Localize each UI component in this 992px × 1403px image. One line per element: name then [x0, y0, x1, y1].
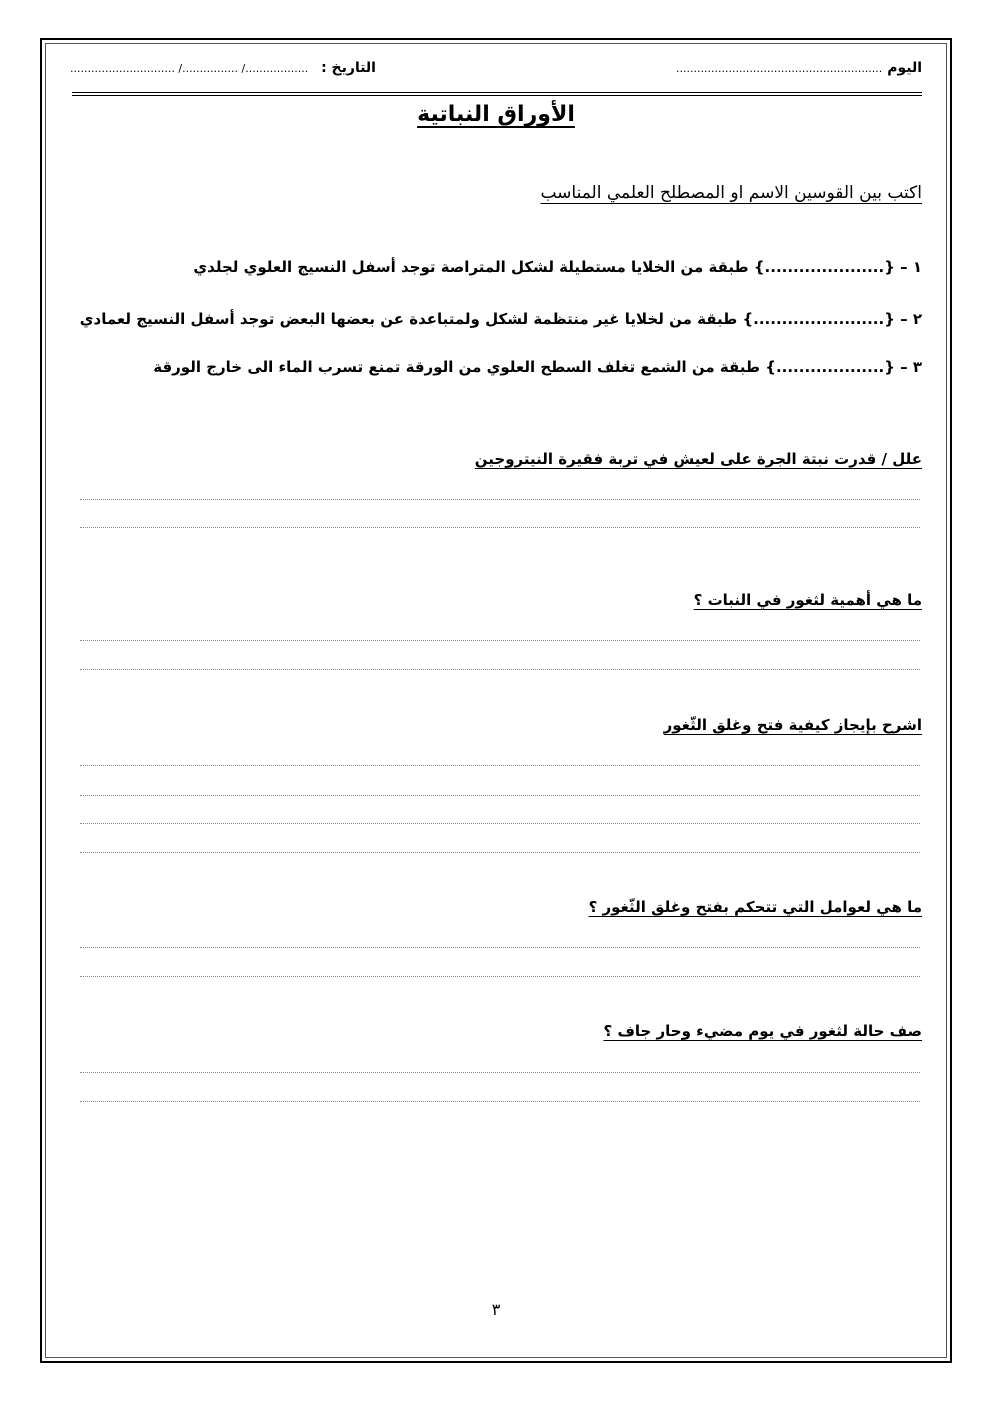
page-border-inner [45, 43, 947, 1358]
answer-line[interactable] [80, 976, 920, 977]
answer-line[interactable] [80, 527, 920, 528]
answer-line[interactable] [80, 947, 920, 948]
answer-line[interactable] [80, 499, 920, 500]
answer-line[interactable] [80, 852, 920, 853]
answer-line[interactable] [80, 795, 920, 796]
instruction-text: اكتب بين القوسين الاسم او المصطلح العلمي المناسب [540, 183, 922, 203]
question-2: ما هي أهمية لثغور في النبات ؟ [693, 591, 922, 609]
header-rule [72, 92, 922, 93]
answer-line[interactable] [80, 1101, 920, 1102]
date-dots: .............................. /................ /.................. [70, 62, 309, 75]
answer-line[interactable] [80, 765, 920, 766]
question-3: اشرح بإيجاز كيفية فتح وغلق الثّغور [663, 716, 922, 734]
fill-item-2: ٢ – {.......................} طبقة من لخلايا غير منتظمة لشكل ولمتباعدة عن بعضها البعض توجد أسفل النسيج لعمادي [79, 310, 922, 328]
page-number: ٣ [491, 1300, 501, 1319]
header-rule-2 [72, 95, 922, 96]
day-dots: ........................................................... [676, 62, 883, 75]
answer-line[interactable] [80, 669, 920, 670]
answer-line[interactable] [80, 640, 920, 641]
day-label: اليوم [887, 60, 922, 76]
answer-line[interactable] [80, 823, 920, 824]
day-field [676, 60, 922, 76]
question-5: صف حالة لثغور في يوم مضيء وحار جاف ؟ [603, 1022, 922, 1040]
page-title: الأوراق النباتية [417, 102, 575, 127]
fill-item-3: ٣ – {...................} طبقة من الشمع تغلف السطح العلوي من الورقة تمنع تسرب الماء الى خارج الورقة [153, 358, 922, 376]
date-label: التاريخ : [321, 60, 376, 76]
answer-line[interactable] [80, 1072, 920, 1073]
question-1: علل / قدرت نبتة الجرة على لعيش في تربة فقيرة النيتروجين [474, 450, 922, 468]
date-field [70, 60, 376, 76]
question-4: ما هي لعوامل التي تتحكم بفتح وغلق الثّغور ؟ [588, 898, 922, 916]
fill-item-1: ١ – {.....................} طبقة من الخلايا مستطيلة لشكل المتراصة توجد أسفل النسيج العلوي لجلدي [193, 258, 922, 276]
